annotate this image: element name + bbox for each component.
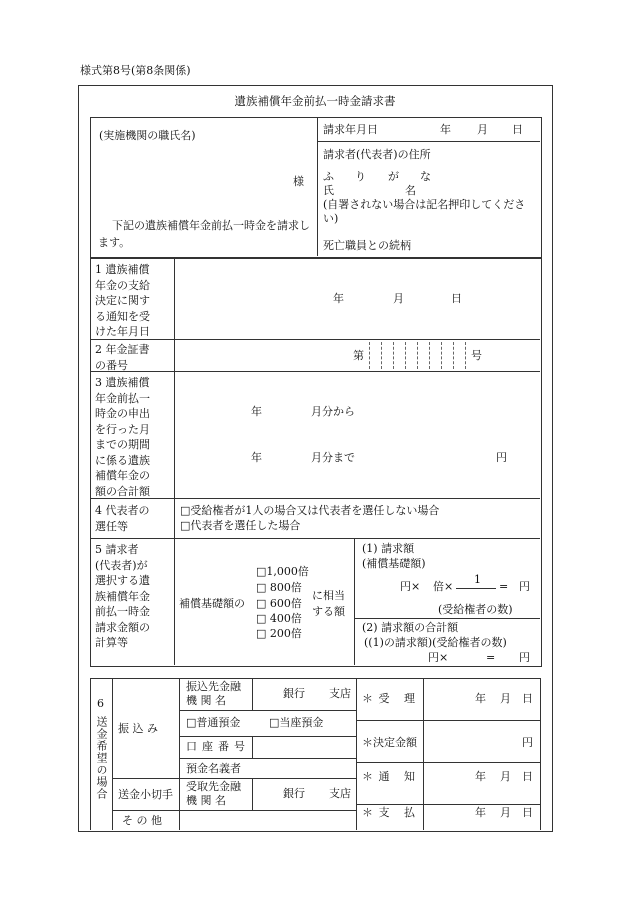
row4-option-representative[interactable]: □代表者を選任した場合 xyxy=(180,519,301,532)
calc1-bai: 倍× xyxy=(433,580,454,593)
deposit-ordinary[interactable]: □普通預金 xyxy=(186,716,241,729)
row3-label: 3 遺族補償 年金前払一 時金の申出 を行った月 までの期間 に係る遺族 補償年金の 額の合計額 xyxy=(95,376,150,498)
account-number-label: 口座番号 xyxy=(186,740,245,753)
other-label: そ の 他 xyxy=(122,814,162,827)
calc2-yen-result: 円 xyxy=(519,651,530,664)
office-paid: ＊支 払 xyxy=(362,806,415,819)
honorific-sama: 様 xyxy=(293,175,304,188)
row1-year[interactable]: 年 xyxy=(333,292,344,305)
name-label-shi: 氏 xyxy=(323,184,334,197)
row2-label: 2 年金証書 の番号 xyxy=(95,343,150,372)
account-holder-label: 預金名義者 xyxy=(186,762,241,775)
decided-yen[interactable]: 円 xyxy=(522,736,533,749)
furigana-f: ふ xyxy=(323,170,334,183)
request-date-label: 請求年月日 xyxy=(323,123,378,136)
notified-day[interactable]: 日 xyxy=(522,770,533,783)
check-label: 送金小切手 xyxy=(118,788,173,801)
name-label-mei: 名 xyxy=(405,184,416,197)
calc2-sub: ((1)の請求額)(受給権者の数) xyxy=(364,636,507,649)
recv-branch-unit: 支店 xyxy=(329,787,351,800)
row5-label: 5 請求者 (代表者)が 選択する遺 族補償年金 前払一時金 請求金額の 計算等 xyxy=(95,543,150,649)
transfer-label: 振 込 み xyxy=(118,722,158,735)
fraction-bar xyxy=(456,588,496,589)
furigana-na: な xyxy=(420,170,431,183)
paid-day[interactable]: 日 xyxy=(522,806,533,819)
row3-to-label: 月分まで xyxy=(311,451,355,464)
multiple-200[interactable]: □ 200倍 xyxy=(256,627,302,640)
calc1-yen-result: 円 xyxy=(519,580,530,593)
row5-base-label: 補償基礎額の xyxy=(179,597,245,610)
calc1-denominator: (受給権者の数) xyxy=(438,603,513,616)
calc1-equals: = xyxy=(499,580,509,593)
branch-unit: 支店 xyxy=(329,687,351,700)
furigana-ga: が xyxy=(388,170,399,183)
calc2-yen: 円× xyxy=(428,651,449,664)
calc1-title: (1) 請求額 xyxy=(362,542,415,555)
request-date-day[interactable]: 日 xyxy=(512,123,523,136)
seal-note: (自署されない場合は記名押印してください) xyxy=(323,198,526,225)
row3-year-from[interactable]: 年 xyxy=(251,405,262,418)
recv-bank-unit: 銀行 xyxy=(283,787,305,800)
request-statement: 下記の遺族補償年金前払一時金を請求します。 xyxy=(98,219,310,249)
form-title: 遺族補償年金前払一時金請求書 xyxy=(234,94,396,108)
row3-yen: 円 xyxy=(496,451,507,464)
paid-month[interactable]: 月 xyxy=(500,806,511,819)
notified-year[interactable]: 年 xyxy=(475,770,486,783)
row1-label: 1 遺族補償 年金の支給 決定に関す る通知を受 けた年月日 xyxy=(95,263,150,338)
bank-unit: 銀行 xyxy=(283,687,305,700)
office-received: ＊受 理 xyxy=(362,692,415,705)
row2-suffix: 号 xyxy=(471,349,482,362)
addressee-label: (実施機関の職氏名) xyxy=(99,129,196,142)
row2-prefix: 第 xyxy=(353,349,364,362)
row3-from-label: 月分から xyxy=(311,405,355,418)
row4-label: 4 代表者の 選任等 xyxy=(95,504,150,533)
furigana-ri: り xyxy=(355,170,366,183)
calc2-title: (2) 請求額の合計額 xyxy=(362,621,459,634)
row5-equivalent: に相当 する額 xyxy=(312,589,345,618)
multiple-800[interactable]: □ 800倍 xyxy=(256,581,302,594)
received-year[interactable]: 年 xyxy=(475,692,486,705)
row1-month[interactable]: 月 xyxy=(393,292,404,305)
relation-label: 死亡職員との続柄 xyxy=(323,239,411,252)
form-number: 様式第8号(第8条関係) xyxy=(80,64,191,77)
remit-number: 6 xyxy=(97,697,104,710)
request-date-year[interactable]: 年 xyxy=(440,123,451,136)
request-date-month[interactable]: 月 xyxy=(477,123,488,136)
calc1-yen: 円× xyxy=(400,580,421,593)
calc2-equals: = xyxy=(486,651,496,664)
received-month[interactable]: 月 xyxy=(500,692,511,705)
calc1-numerator: 1 xyxy=(474,573,481,586)
multiple-400[interactable]: □ 400倍 xyxy=(256,612,302,625)
office-notified: ＊通 知 xyxy=(362,770,415,783)
calc1-sub: (補償基礎額) xyxy=(362,557,426,570)
row3-year-to[interactable]: 年 xyxy=(251,451,262,464)
row4-option-single[interactable]: □受給権者が1人の場合又は代表者を選任しない場合 xyxy=(180,504,440,517)
row1-day[interactable]: 日 xyxy=(451,292,462,305)
multiple-1000[interactable]: □1,000倍 xyxy=(256,565,309,578)
paid-year[interactable]: 年 xyxy=(475,806,486,819)
remit-section-label: 送金希望の場合 xyxy=(95,716,108,800)
multiple-600[interactable]: □ 600倍 xyxy=(256,597,302,610)
office-decided-amount: ＊決定金額 xyxy=(362,736,417,749)
address-label: 請求者(代表者)の住所 xyxy=(323,148,431,161)
received-day[interactable]: 日 xyxy=(522,692,533,705)
bank-name-label: 振込先金融 機 関 名 xyxy=(186,680,241,707)
recv-bank-label: 受取先金融 機 関 名 xyxy=(186,780,241,807)
deposit-checking[interactable]: □当座預金 xyxy=(269,716,324,729)
notified-month[interactable]: 月 xyxy=(500,770,511,783)
